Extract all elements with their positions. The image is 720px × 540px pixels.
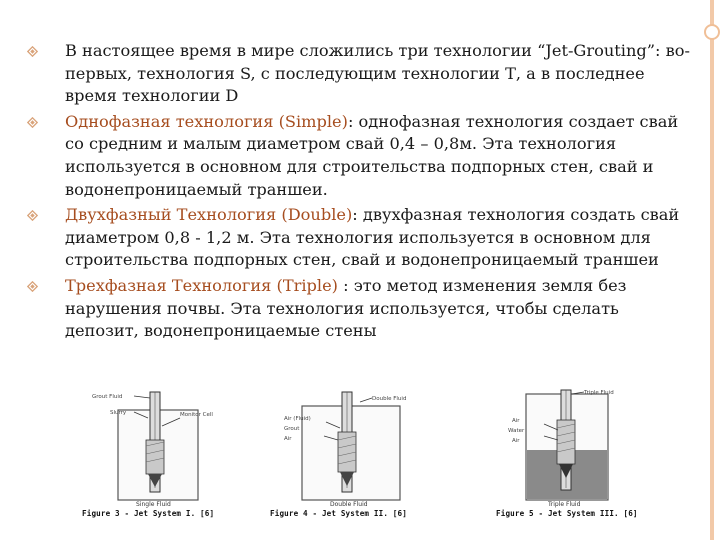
bullet-text: В настоящее время в мире сложились три технологии “Jet-Grouting”: во-первых, технология S, с последующим технологии Т, а в последнее время технологии D — [65, 41, 690, 106]
bullet-text: : двухфазная технология создать свай диаметром 0,8 - 1,2 м. Эта технология используется в основном для строительства подпорных стен, свай и водонепроницаемый траншеи — [65, 205, 680, 270]
figure-title: Double Fluid — [330, 501, 368, 508]
figure-label: Grout — [284, 426, 300, 432]
figure-caption: Figure 5 - Jet System III. [6] — [496, 509, 638, 518]
figure-title: Triple Fluid — [548, 501, 581, 508]
bullet-text: : это метод изменения земля без нарушения почвы. Эта технология используется, чтобы сделать депозит, водонепроницаемые стены — [65, 275, 627, 341]
figure-double-fluid — [270, 388, 436, 518]
figure-label: Grout Fluid — [92, 394, 123, 400]
bullet-term: Двухфазный Технология (Double) — [65, 205, 353, 225]
figure-label: Slurry — [110, 410, 127, 416]
bullet-term: Трехфазная Технология (Triple) — [65, 275, 338, 295]
bullet-item-simple — [26, 111, 694, 201]
figure-triple-fluid — [476, 388, 638, 518]
figure-caption: Figure 3 - Jet System I. [6] — [82, 509, 215, 518]
bullet-text: : однофазная технология создает свай со средним и малым диаметром свай 0,4 – 0,8м. Эта технология используется в основном для строительства подпорных стен, свай и водонепроницаемый траншеи. — [65, 111, 679, 199]
bullet-diamond-icon — [27, 46, 38, 57]
bullet-item-intro — [26, 40, 694, 108]
bullet-term: Однофазная технология (Simple) — [65, 111, 348, 131]
double-fluid-diagram — [276, 388, 436, 508]
single-fluid-diagram — [76, 388, 236, 508]
bullet-diamond-icon — [27, 117, 38, 128]
rail-bar — [710, 0, 714, 540]
figure-title: Single Fluid — [136, 501, 171, 508]
figure-label: Air — [512, 418, 520, 424]
figure-label: Triple Fluid — [584, 390, 614, 396]
figure-label: Air — [512, 438, 520, 444]
figure-label: Double Fluid — [372, 396, 407, 402]
figure-label: Air (Fluid) — [284, 416, 311, 422]
bullet-diamond-icon — [27, 281, 38, 292]
bullet-diamond-icon — [27, 210, 38, 221]
figure-single-fluid — [76, 388, 236, 518]
bullet-list — [26, 40, 694, 346]
bullet-item-triple — [26, 275, 694, 343]
figure-row — [76, 388, 636, 520]
bullet-item-double — [26, 204, 694, 272]
figure-caption: Figure 4 - Jet System II. [6] — [270, 509, 407, 518]
triple-fluid-diagram — [476, 388, 636, 508]
figure-label: Air — [284, 436, 292, 442]
figure-label: Water — [508, 428, 525, 434]
decorative-rail — [703, 0, 720, 540]
figure-label: Monitor Cell — [180, 412, 213, 418]
rail-circle-icon — [704, 24, 720, 40]
